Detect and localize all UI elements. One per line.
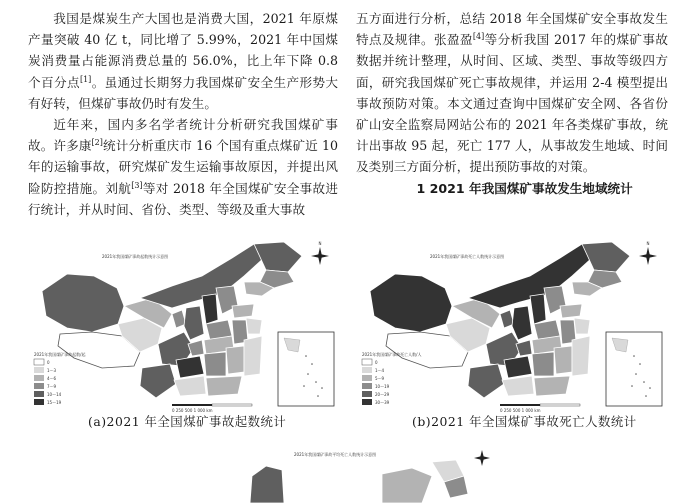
continued-paragraph: 五方面进行分析，总结 2018 年全国煤矿安全事故发生特点及规律。张盈盈[4]等分析我国 2017 年的煤矿事故数据并统计整理，从时间、区域、类型、事故等级四方面，研究我国煤矿死亡事故规律，并运用 2-4 模型提出事故预防对策。本文通过查询中国煤矿安全网、各省份矿山安全监察局网站公布的 2021 年各类煤矿事故，统计出事故 95 起，死亡 177 人，从事故发生地域、时间及类别三方面分析，提出预防事故的对策。 xyxy=(356,11,669,175)
region-hunan xyxy=(532,352,554,376)
region-guangdong xyxy=(534,376,570,396)
region-shandong xyxy=(232,304,254,318)
intro-paragraph: 我国是煤炭生产大国也是消费大国，2021 年原煤产量突破 40 亿 t，同比增了 5.99%，2021 年中国煤炭消费量占能源消费总量的 56.0%，比上年下降 0.8 个百分点[1]。虽通过长期努力我国煤矿安全生产形势大有好转，但煤矿事故仍时有发生。 xyxy=(28,11,339,111)
svg-text:10～19: 10～19 xyxy=(375,384,390,389)
region-inner-mongolia xyxy=(382,468,432,503)
svg-text:0: 0 xyxy=(47,360,50,365)
region-zhejiang-fujian xyxy=(244,336,262,376)
north-arrow-icon xyxy=(474,450,490,466)
figure-map-death-count xyxy=(350,236,668,414)
caption-map-b: (b)2021 年全国煤矿事故死亡人数统计 xyxy=(412,414,637,429)
svg-text:1～4: 1～4 xyxy=(375,368,385,373)
map-b-title: 2021年我国煤矿事故死亡人数统计示意图 xyxy=(430,254,505,259)
citation-3[interactable]: [3] xyxy=(131,180,143,190)
legend-a-title: 2021年我国煤矿事故起数/起 xyxy=(34,352,86,357)
region-xinjiang xyxy=(250,466,284,503)
region-shanxi xyxy=(530,294,546,324)
region-xinjiang xyxy=(42,274,124,332)
svg-text:10～14: 10～14 xyxy=(47,392,62,397)
svg-text:N: N xyxy=(646,241,650,246)
section-heading: 1 2021 年我国煤矿事故发生地域统计 xyxy=(416,180,633,196)
svg-text:1～3: 1～3 xyxy=(47,368,57,373)
region-yunnan xyxy=(468,364,504,398)
china-map-average-deaths xyxy=(232,446,532,503)
north-arrow-icon xyxy=(639,241,657,265)
region-guangdong xyxy=(206,376,242,396)
svg-text:4～6: 4～6 xyxy=(47,376,57,381)
region-jiangxi xyxy=(554,346,572,374)
region-shandong xyxy=(560,304,582,318)
svg-text:20～29: 20～29 xyxy=(375,392,390,397)
region-xinjiang xyxy=(370,274,452,332)
region-jiangxi xyxy=(226,346,244,374)
citation-1[interactable]: [1] xyxy=(79,74,92,84)
caption-map-a: (a)2021 年全国煤矿事故起数统计 xyxy=(88,414,287,429)
svg-text:30～39: 30～39 xyxy=(375,400,390,405)
region-guizhou xyxy=(176,356,204,378)
south-china-sea-inset xyxy=(278,332,334,406)
china-map-death-count xyxy=(350,236,668,414)
region-heilongjiang xyxy=(254,242,302,272)
svg-text:N: N xyxy=(318,241,322,246)
north-arrow-icon xyxy=(311,241,329,265)
citation-2[interactable]: [2] xyxy=(91,138,103,148)
citation-4[interactable]: [4] xyxy=(472,32,485,42)
literature-paragraph: 近年来，国内多名学者统计分析研究我国煤矿事故。许多康[2]统计分析重庆市 16 个国有重点煤矿近 10 年的运输事故，研究煤矿发生运输事故原因，并提出风险防控措施。刘航[3]等对 2018 年全国煤矿安全事故进行统计，并从时间、省份、类型、等级及重大事故 xyxy=(28,117,339,217)
region-jiangsu xyxy=(246,318,262,334)
map-a-title: 2021年我国煤矿事故起数统计示意图 xyxy=(102,254,169,259)
svg-text:0 250 500 1 000 km: 0 250 500 1 000 km xyxy=(500,408,541,413)
svg-text:0 250 500 1 000 km: 0 250 500 1 000 km xyxy=(172,408,213,413)
figure-map-average-deaths xyxy=(232,446,532,503)
svg-text:15～19: 15～19 xyxy=(47,400,62,405)
region-heilongjiang xyxy=(582,242,630,272)
region-guizhou xyxy=(504,356,532,378)
region-guangxi xyxy=(174,376,206,396)
svg-text:0: 0 xyxy=(375,360,378,365)
figure-map-accident-count xyxy=(22,236,340,414)
svg-text:7～9: 7～9 xyxy=(47,384,57,389)
map-c-title: 2021年我国煤矿事故平均死亡人数统计示意图 xyxy=(294,452,377,457)
legend-b-title: 2021年我国煤矿事故死亡人数/人 xyxy=(362,352,422,357)
left-text-column xyxy=(28,8,338,220)
region-shaanxi xyxy=(184,306,204,340)
region-guangxi xyxy=(502,376,534,396)
region-hunan xyxy=(204,352,226,376)
svg-text:5～9: 5～9 xyxy=(375,376,385,381)
region-yunnan xyxy=(140,364,176,398)
right-text-column xyxy=(356,8,668,199)
south-china-sea-inset xyxy=(606,332,662,406)
region-shaanxi xyxy=(512,306,532,340)
region-jiangsu xyxy=(574,318,590,334)
region-zhejiang-fujian xyxy=(572,336,590,376)
china-map-accident-count xyxy=(22,236,340,414)
region-shanxi xyxy=(202,294,218,324)
